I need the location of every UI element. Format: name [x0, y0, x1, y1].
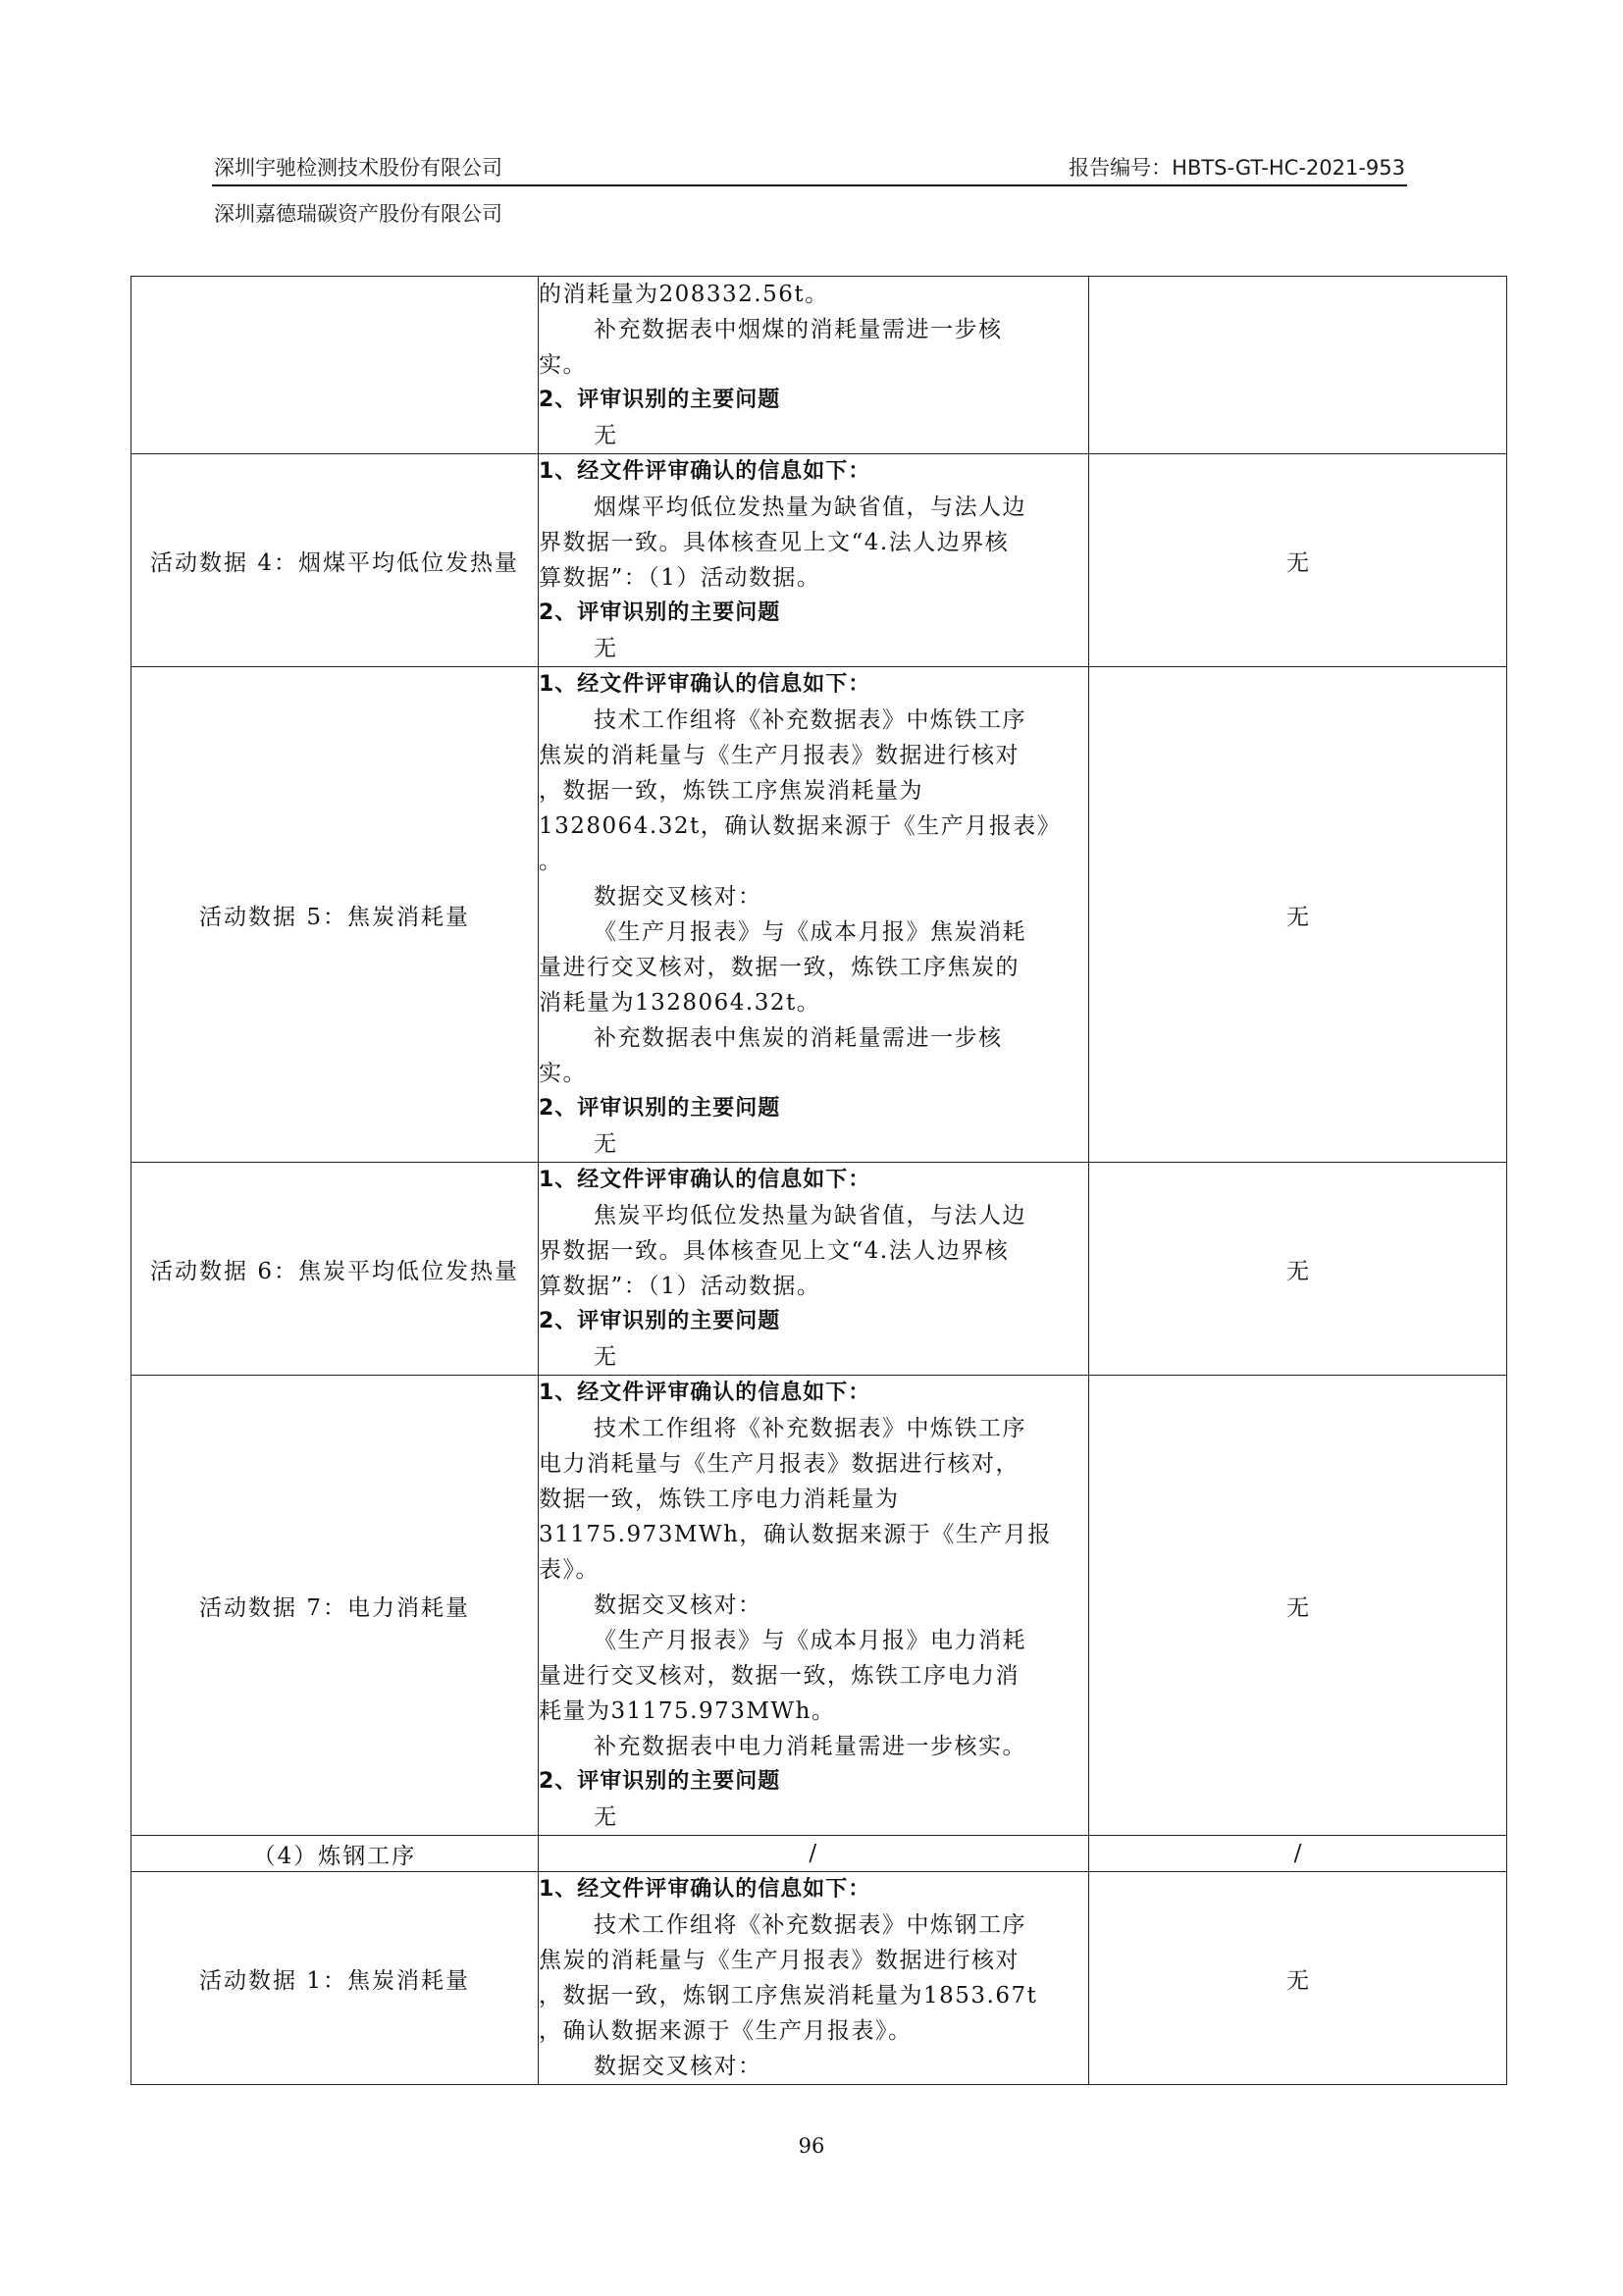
review-content — [539, 1836, 1089, 1872]
review-heading: 2、评审识别的主要问题 — [539, 1096, 781, 1121]
review-line: 焦炭平均低位发热量为缺省值，与法人边 — [594, 1203, 1026, 1228]
review-line: ，确认数据来源于《生产月报表》。 — [539, 2018, 913, 2044]
review-content — [539, 1872, 1089, 2085]
header-rule — [212, 184, 1407, 186]
review-table — [131, 276, 1507, 2085]
review-line: 的消耗量为208332.56t。 — [539, 282, 829, 307]
review-line: 《生产月报表》与《成本月报》焦炭消耗 — [594, 919, 1026, 945]
table-row — [131, 1163, 1507, 1376]
review-heading: 2、评审识别的主要问题 — [539, 1309, 781, 1333]
review-line: 界数据一致。具体核查见上文“4.法人边界核 — [539, 530, 1010, 555]
review-line: 算数据”：（1）活动数据。 — [539, 1274, 821, 1299]
review-line: 界数据一致。具体核查见上文“4.法人边界核 — [539, 1238, 1010, 1264]
review-line: 技术工作组将《补充数据表》中炼铁工序 — [594, 707, 1026, 733]
review-line: 无 — [594, 636, 618, 661]
page-number: 96 — [798, 2134, 825, 2158]
review-heading: 2、评审识别的主要问题 — [539, 1769, 781, 1794]
review-line: 1328064.32t，确认数据来源于《生产月报表》 — [539, 813, 1062, 839]
review-line: 烟煤平均低位发热量为缺省值，与法人边 — [594, 495, 1026, 520]
review-result: 无 — [1089, 1163, 1507, 1376]
header-company-1: 深圳宇驰检测技术股份有限公司 — [214, 156, 502, 180]
review-line: 实。 — [539, 1061, 587, 1086]
table-row — [131, 1376, 1507, 1836]
review-line: 电力消耗量与《生产月报表》数据进行核对， — [539, 1451, 1020, 1477]
review-line: 补充数据表中焦炭的消耗量需进一步核 — [594, 1025, 1003, 1051]
review-result: 无 — [1089, 1376, 1507, 1836]
review-line: 技术工作组将《补充数据表》中炼铁工序 — [594, 1416, 1026, 1441]
review-heading: 2、评审识别的主要问题 — [539, 388, 781, 412]
review-line: 数据一致，炼铁工序电力消耗量为 — [539, 1487, 900, 1512]
table-row — [131, 1872, 1507, 2085]
review-line: 无 — [594, 1131, 618, 1157]
review-line: 算数据”：（1）活动数据。 — [539, 565, 821, 591]
review-line: 技术工作组将《补充数据表》中炼钢工序 — [594, 1912, 1026, 1938]
review-heading: 1、经文件评审确认的信息如下： — [539, 1381, 871, 1405]
review-line: 无 — [594, 423, 618, 448]
review-result: / — [1089, 1836, 1507, 1872]
table-row — [131, 454, 1507, 667]
review-line: 。 — [539, 849, 563, 874]
activity-data-label: 活动数据 5：焦炭消耗量 — [131, 667, 539, 1163]
review-line: 量进行交叉核对，数据一致，炼铁工序焦炭的 — [539, 955, 1020, 980]
header-company-2: 深圳嘉德瑞碳资产股份有限公司 — [214, 202, 502, 226]
review-line: 实。 — [539, 352, 587, 378]
review-line: 焦炭的消耗量与《生产月报表》数据进行核对 — [539, 1948, 1020, 1973]
review-content — [539, 454, 1089, 667]
table-row — [131, 277, 1507, 454]
table-row — [131, 667, 1507, 1163]
review-content — [539, 1376, 1089, 1836]
review-line: 无 — [594, 1344, 618, 1370]
review-line: 耗量为31175.973MWh。 — [539, 1698, 836, 1724]
table-row — [131, 1836, 1507, 1872]
review-line: / — [809, 1841, 818, 1866]
review-heading: 1、经文件评审确认的信息如下： — [539, 1877, 871, 1902]
review-line: 补充数据表中烟煤的消耗量需进一步核 — [594, 317, 1003, 342]
review-heading: 1、经文件评审确认的信息如下： — [539, 672, 871, 697]
review-result: 无 — [1089, 454, 1507, 667]
review-line: 数据交叉核对： — [594, 1592, 762, 1618]
review-result: 无 — [1089, 1872, 1507, 2085]
review-content — [539, 1163, 1089, 1376]
review-line: 表》。 — [539, 1557, 600, 1583]
review-line: 无 — [594, 1804, 618, 1830]
review-line: 31175.973MWh，确认数据来源于《生产月报 — [539, 1522, 1052, 1547]
activity-data-label: 活动数据 1：焦炭消耗量 — [131, 1872, 539, 2085]
review-line: ，数据一致，炼钢工序焦炭消耗量为1853.67t — [539, 1983, 1038, 2009]
review-heading: 1、经文件评审确认的信息如下： — [539, 1168, 871, 1192]
review-line: 《生产月报表》与《成本月报》电力消耗 — [594, 1628, 1026, 1653]
review-result: 无 — [1089, 667, 1507, 1163]
review-line: 量进行交叉核对，数据一致，炼铁工序电力消 — [539, 1663, 1020, 1689]
review-line: 消耗量为1328064.32t。 — [539, 990, 821, 1016]
review-line: 补充数据表中电力消耗量需进一步核实。 — [594, 1734, 1026, 1759]
review-line: 数据交叉核对： — [594, 2054, 762, 2079]
section-label: （4）炼钢工序 — [131, 1836, 539, 1872]
activity-data-label: 活动数据 7：电力消耗量 — [131, 1376, 539, 1836]
activity-data-label: 活动数据 6：焦炭平均低位发热量 — [131, 1163, 539, 1376]
review-content — [539, 667, 1089, 1163]
review-line: 焦炭的消耗量与《生产月报表》数据进行核对 — [539, 743, 1020, 768]
activity-data-label — [131, 277, 539, 454]
header-report-number: 报告编号：HBTS-GT-HC-2021-953 — [1069, 156, 1405, 180]
review-heading: 2、评审识别的主要问题 — [539, 600, 781, 625]
review-content — [539, 277, 1089, 454]
review-line: ，数据一致，炼铁工序焦炭消耗量为 — [539, 778, 923, 804]
review-result — [1089, 277, 1507, 454]
activity-data-label: 活动数据 4：烟煤平均低位发热量 — [131, 454, 539, 667]
review-heading: 1、经文件评审确认的信息如下： — [539, 459, 871, 484]
review-line: 数据交叉核对： — [594, 884, 762, 910]
